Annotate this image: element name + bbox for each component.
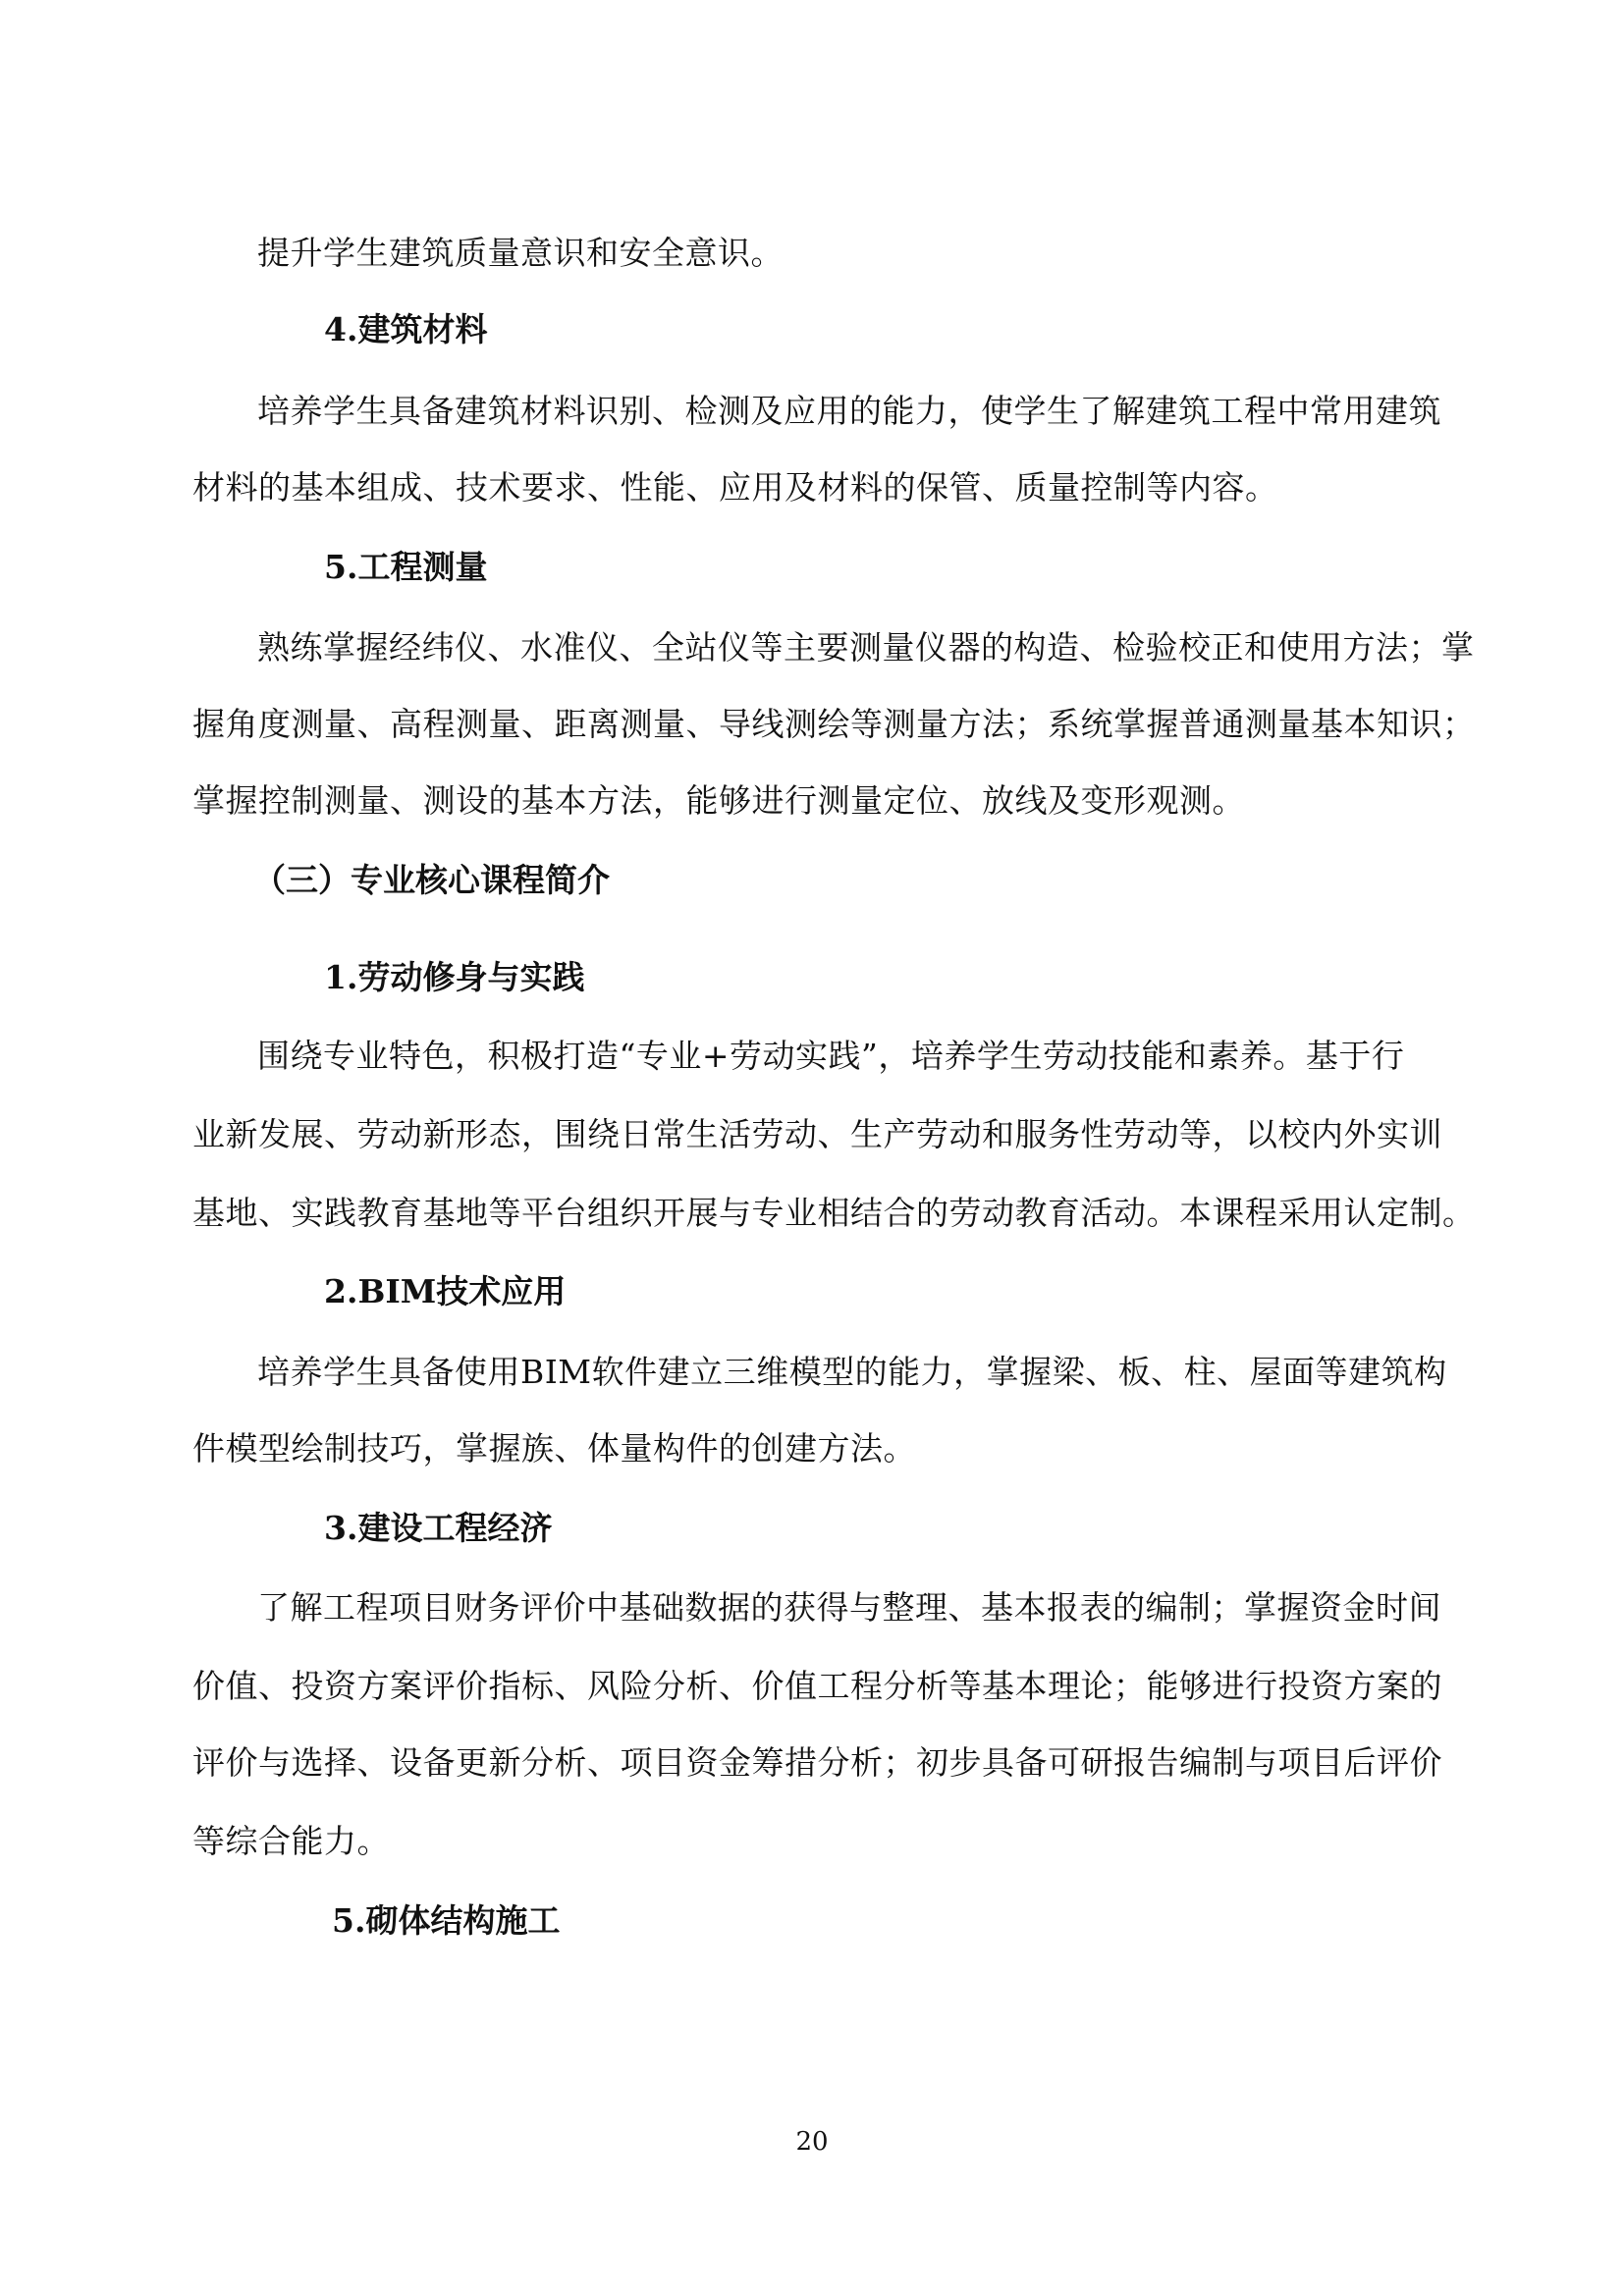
body-text-line: 培养学生具备建筑材料识别、检测及应用的能力，使学生了解建筑工程中常用建筑 (257, 392, 1441, 430)
body-text-line: 了解工程项目财务评价中基础数据的获得与整理、基本报表的编制；掌握资金时间 (257, 1588, 1441, 1627)
subheading-bim-application: 2.BIM技术应用 (324, 1272, 567, 1310)
body-text-line: 握角度测量、高程测量、距离测量、导线测绘等测量方法；系统掌握普通测量基本知识； (192, 705, 1476, 743)
body-text-line: 评价与选择、设备更新分析、项目资金筹措分析；初步具备可研报告编制与项目后评价 (192, 1743, 1442, 1782)
body-text-line: 基地、实践教育基地等平台组织开展与专业相结合的劳动教育活动。本课程采用认定制。 (192, 1194, 1476, 1232)
subheading-labor-practice: 1.劳动修身与实践 (324, 958, 585, 996)
body-text-line: 提升学生建筑质量意识和安全意识。 (257, 234, 784, 272)
body-text-line: 等综合能力。 (192, 1822, 390, 1860)
body-text-line: 件模型绘制技巧，掌握族、体量构件的创建方法。 (192, 1429, 916, 1468)
body-text-line: 掌握控制测量、测设的基本方法，能够进行测量定位、放线及变形观测。 (192, 781, 1245, 820)
body-text-line: 业新发展、劳动新形态，围绕日常生活劳动、生产劳动和服务性劳动等，以校内外实训 (192, 1115, 1442, 1153)
subheading-construction-economics: 3.建设工程经济 (324, 1509, 553, 1547)
page-number: 20 (795, 2127, 829, 2157)
body-text-line: 围绕专业特色，积极打造“专业+劳动实践”，培养学生劳动技能和素养。基于行 (257, 1037, 1405, 1075)
subheading-engineering-survey: 5.工程测量 (324, 548, 488, 586)
body-text-line: 培养学生具备使用BIM软件建立三维模型的能力，掌握梁、板、柱、屋面等建筑构 (257, 1353, 1447, 1391)
body-text-line: 材料的基本组成、技术要求、性能、应用及材料的保管、质量控制等内容。 (192, 468, 1278, 507)
body-text-line: 价值、投资方案评价指标、风险分析、价值工程分析等基本理论；能够进行投资方案的 (192, 1667, 1442, 1705)
subheading-masonry-construction: 5.砌体结构施工 (332, 1901, 561, 1940)
body-text-line: 熟练掌握经纬仪、水准仪、全站仪等主要测量仪器的构造、检验校正和使用方法；掌 (257, 628, 1475, 667)
section-heading-core-courses: （三）专业核心课程简介 (253, 861, 610, 899)
subheading-building-materials: 4.建筑材料 (324, 310, 488, 348)
